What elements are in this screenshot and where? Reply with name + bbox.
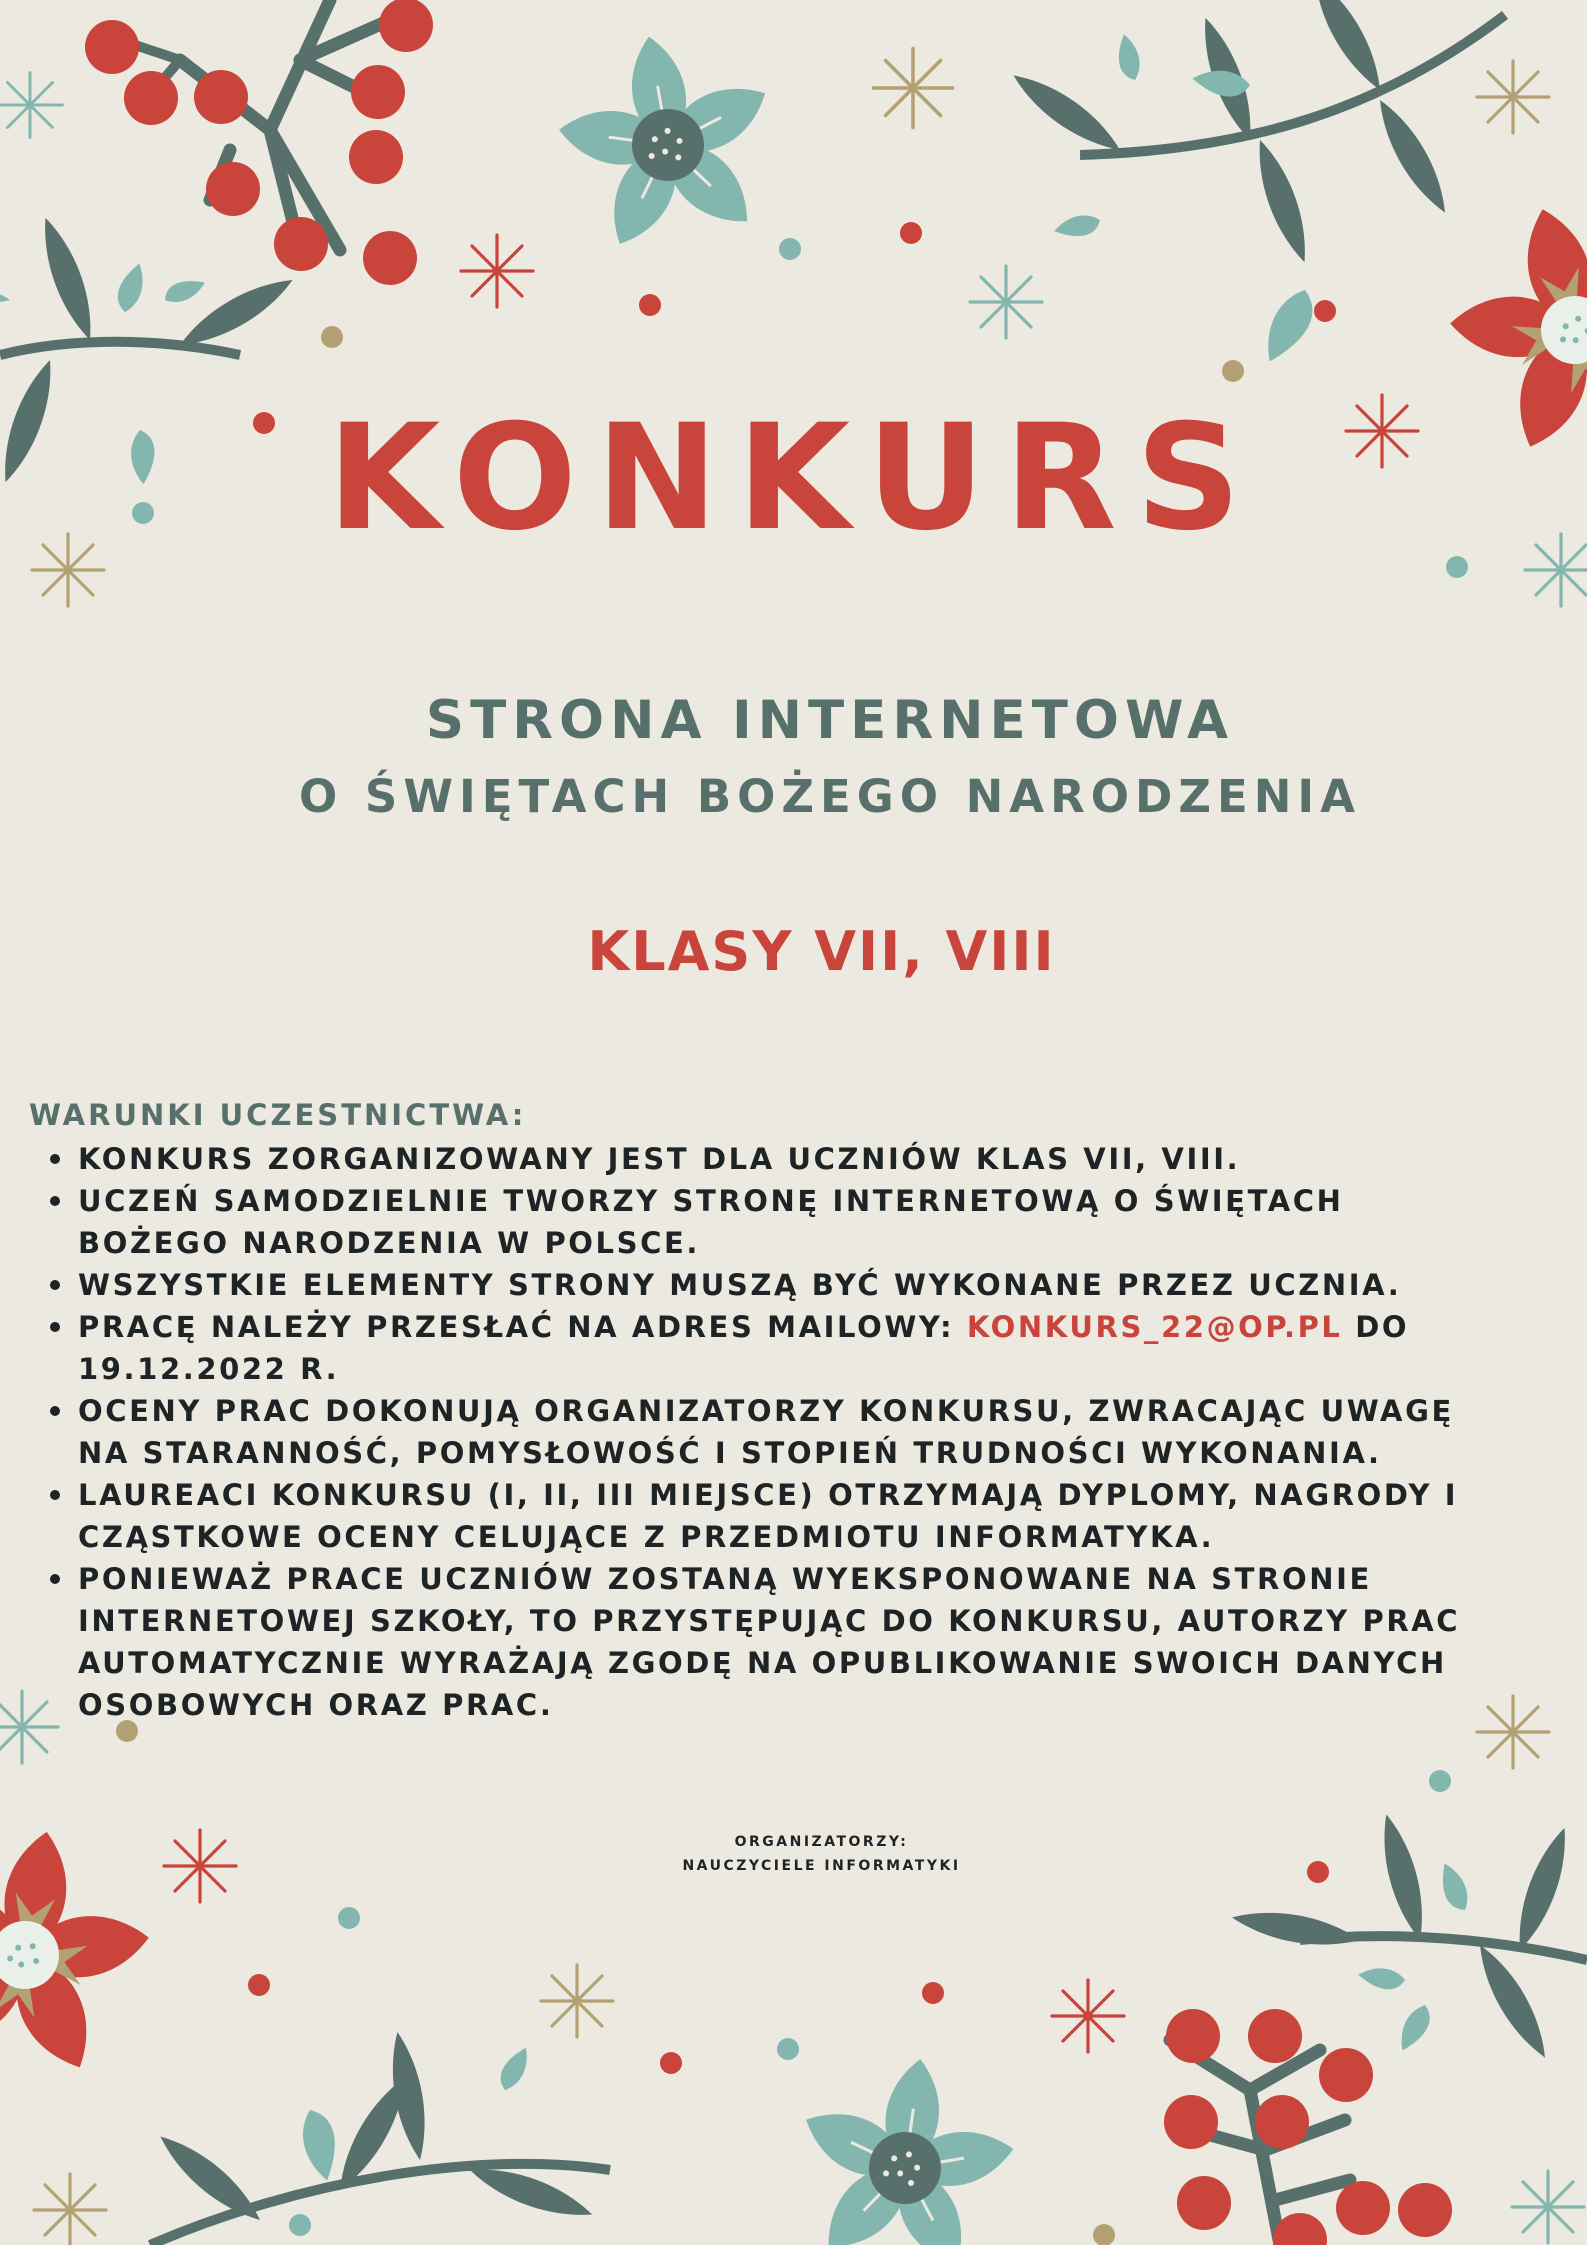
list-item: KONKURS ZORGANIZOWANY JEST DLA UCZNIÓW KLAS VII, VIII. [44, 1138, 1484, 1180]
submission-suffix: DO 19.12.2022 R. [78, 1310, 1410, 1386]
organizers-name: NAUCZYCIELE INFORMATYKI [682, 1858, 961, 1874]
subtitle-line-1: STRONA INTERNETOWA [425, 690, 1235, 751]
subtitle-line-2: O ŚWIĘTACH BOŻEGO NARODZENIA [299, 770, 1361, 823]
list-item: OCENY PRAC DOKONUJĄ ORGANIZATORZY KONKURSU, ZWRACAJĄC UWAGĘ NA STARANNOŚĆ, POMYSŁOWOŚĆ I STOPIEŃ TRUDNOŚCI WYKONANIA. [44, 1390, 1484, 1474]
conditions-heading: WARUNKI UCZESTNICTWA: [29, 1098, 527, 1132]
list-item: UCZEŃ SAMODZIELNIE TWORZY STRONĘ INTERNETOWĄ O ŚWIĘTACH BOŻEGO NARODZENIA W POLSCE. [44, 1180, 1484, 1264]
list-item: WSZYSTKIE ELEMENTY STRONY MUSZĄ BYĆ WYKONANE PRZEZ UCZNIA. [44, 1264, 1484, 1306]
organizers-label: ORGANIZATORZY: [734, 1834, 909, 1850]
email-link[interactable]: KONKURS_22@OP.PL [966, 1310, 1343, 1344]
organizers-block [0, 1830, 1587, 1878]
list-item: LAUREACI KONKURSU (I, II, III MIEJSCE) OTRZYMAJĄ DYPLOMY, NAGRODY I CZĄSTKOWE OCENY CELUJĄCE Z PRZEDMIOTU INFORMATYKA. [44, 1474, 1484, 1558]
rules-list [44, 1138, 1484, 1726]
submission-prefix: PRACĘ NALEŻY PRZESŁAĆ NA ADRES MAILOWY: [78, 1310, 955, 1344]
list-item-submission [44, 1306, 1484, 1390]
page-title: KONKURS [327, 393, 1260, 563]
classes-label: KLASY VII, VIII [587, 920, 1056, 983]
list-item: PONIEWAŻ PRACE UCZNIÓW ZOSTANĄ WYEKSPONOWANE NA STRONIE INTERNETOWEJ SZKOŁY, TO PRZYSTĘPUJĄC DO KONKURSU, AUTORZY PRAC AUTOMATYCZNIE WYRAŻAJĄ ZGODĘ NA OPUBLIKOWANIE SWOICH DANYCH OSOBOWYCH ORAZ PRAC. [44, 1558, 1484, 1726]
